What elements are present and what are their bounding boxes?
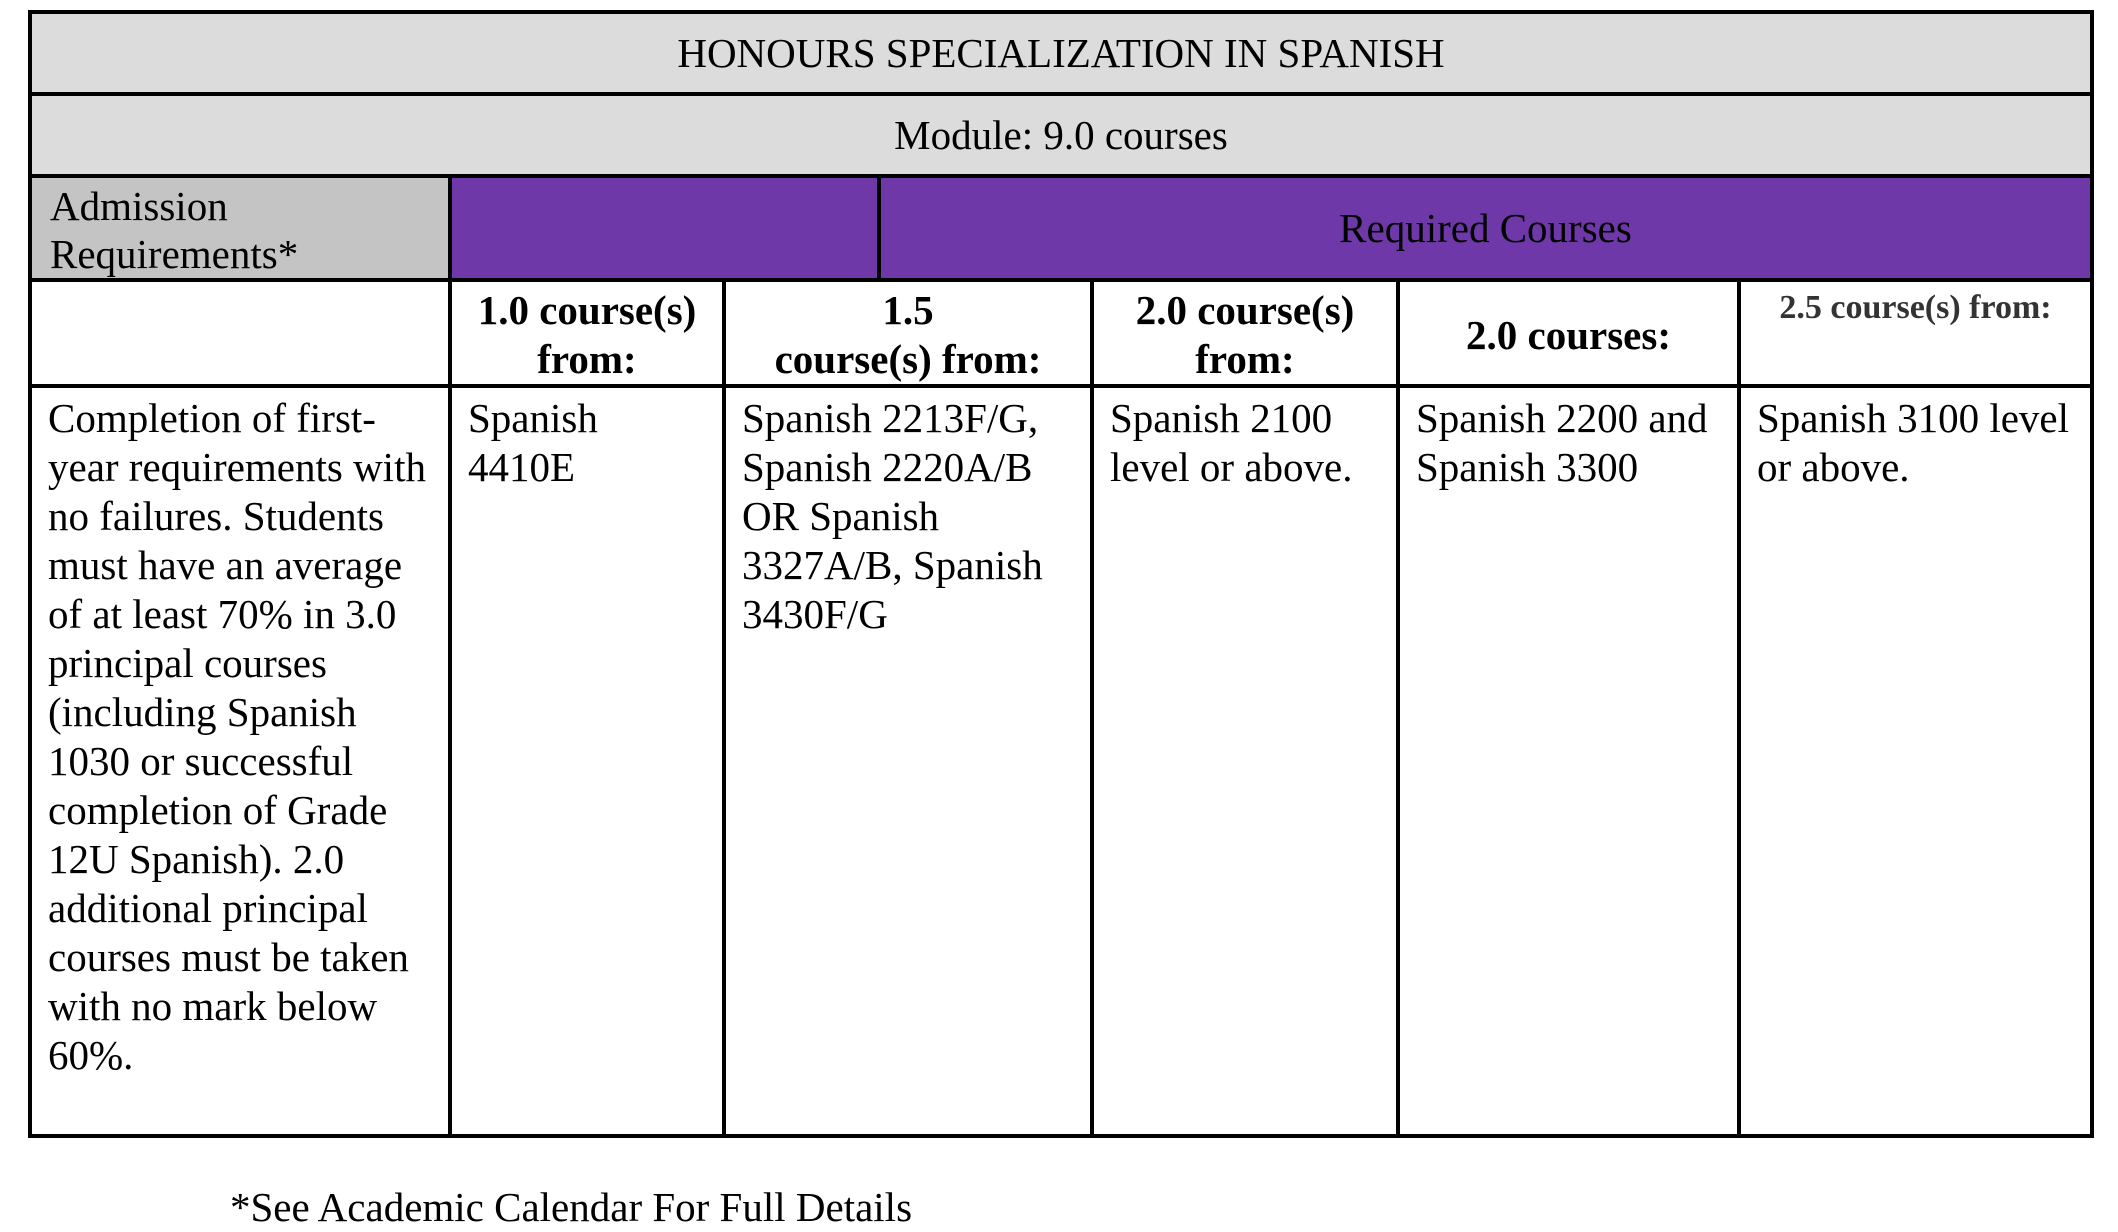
column-header-3-line2: from: bbox=[1195, 336, 1295, 382]
admission-header bbox=[30, 176, 450, 280]
body-row bbox=[30, 386, 2092, 1136]
footnote: *See Academic Calendar For Full Details bbox=[230, 1184, 913, 1230]
column-header-2-line2: course(s) from: bbox=[774, 336, 1042, 382]
required-courses-header: Required Courses bbox=[879, 176, 2092, 280]
column-header-3 bbox=[1092, 280, 1398, 386]
column-header-2 bbox=[724, 280, 1092, 386]
column-content-5: Spanish 3100 level or above. bbox=[1739, 386, 2092, 1136]
column-header-2-line1: 1.5 bbox=[882, 287, 934, 333]
subheader-row bbox=[30, 280, 2092, 386]
admission-header-line2: Requirements* bbox=[50, 231, 299, 277]
empty-subheader-cell bbox=[30, 280, 450, 386]
admission-header-line1: Admission bbox=[50, 183, 228, 229]
column-header-5: 2.5 course(s) from: bbox=[1739, 280, 2092, 386]
title-row bbox=[30, 12, 2092, 94]
header-row bbox=[30, 176, 2092, 280]
column-header-1 bbox=[450, 280, 724, 386]
admission-requirements-text: Completion of first-year requirements with no failures. Students must have an average of at least 70% in 3.0 principal courses (including Spanish 1030 or successful completion of Grade 12U Spanish). 2.0 additional principal courses must be taken with no mark below 60%. bbox=[30, 386, 450, 1136]
column-header-1-line1: 1.0 course(s) bbox=[477, 287, 697, 333]
program-title: HONOURS SPECIALIZATION IN SPANISH bbox=[30, 12, 2092, 94]
column-content-3: Spanish 2100 level or above. bbox=[1092, 386, 1398, 1136]
column-content-2: Spanish 2213F/G, Spanish 2220A/B OR Spanish 3327A/B, Spanish 3430F/G bbox=[724, 386, 1092, 1136]
column-content-4: Spanish 2200 and Spanish 3300 bbox=[1398, 386, 1739, 1136]
module-row bbox=[30, 94, 2092, 176]
purple-spacer-cell bbox=[450, 176, 879, 280]
column-content-1: Spanish 4410E bbox=[450, 386, 724, 1136]
program-table bbox=[28, 10, 2094, 1138]
column-header-1-line2: from: bbox=[537, 336, 637, 382]
column-header-3-line1: 2.0 course(s) bbox=[1135, 287, 1355, 333]
column-header-4: 2.0 courses: bbox=[1398, 280, 1739, 386]
module-label: Module: 9.0 courses bbox=[30, 94, 2092, 176]
